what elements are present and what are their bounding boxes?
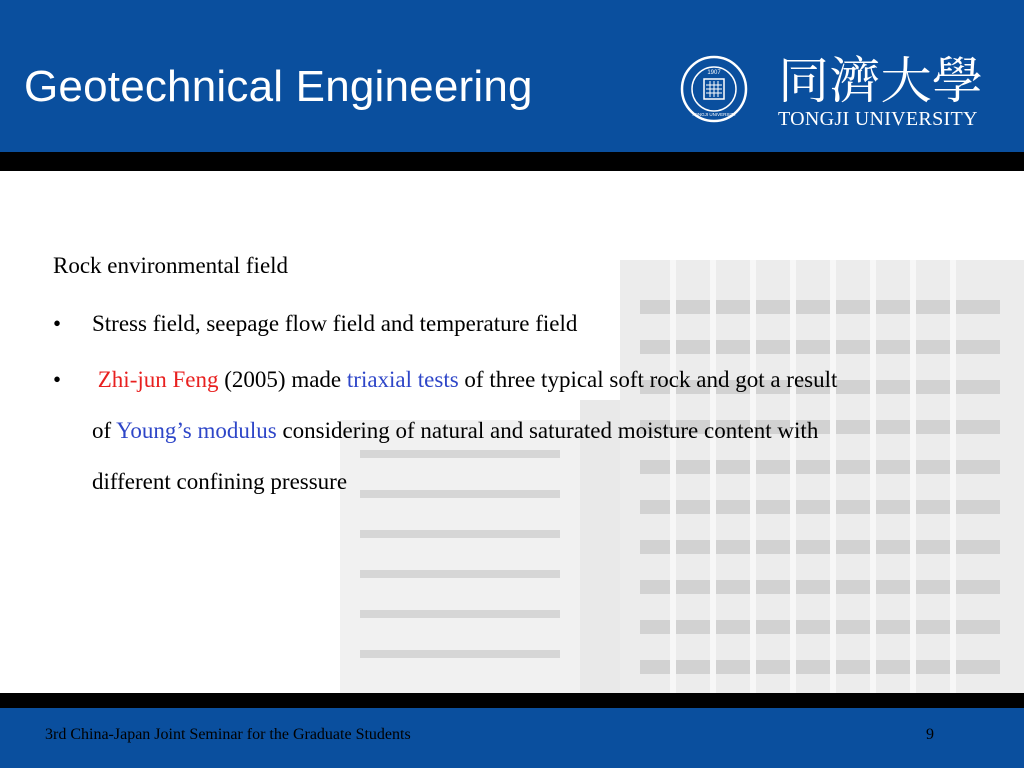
slide-title: Geotechnical Engineering [24, 62, 533, 111]
term-triaxial-tests: triaxial tests [346, 367, 459, 392]
bullet-text: considering of natural and saturated moisture content with [276, 418, 819, 443]
seal-year: 1907 [707, 70, 721, 76]
bullet-text: Stress field, seepage flow field and temperature field [92, 311, 578, 336]
bullet-icon: • [53, 311, 62, 336]
bullet-text: (2005) made [218, 367, 347, 392]
university-name-cn-text: 同濟大學 [778, 52, 983, 110]
university-seal-icon [680, 55, 748, 123]
page-number: 9 [926, 726, 934, 743]
bullet-icon: • [53, 367, 62, 392]
author-name: Zhi-jun Feng [97, 367, 219, 392]
bullet-text: of three typical soft rock and got a result [458, 367, 838, 392]
slide-body [53, 248, 1018, 500]
bullet-item [53, 362, 1018, 500]
footer-caption: 3rd China-Japan Joint Seminar for the Graduate Students [45, 726, 411, 743]
bullet-text: different confining pressure [92, 469, 348, 494]
university-name-cn [778, 52, 988, 110]
bullet-item [53, 306, 1018, 342]
header-divider [0, 152, 1024, 171]
section-heading: Rock environmental field [53, 253, 289, 278]
bullet-text: of [92, 418, 117, 443]
university-name-en: TONGJI UNIVERSITY [778, 108, 978, 130]
term-youngs-modulus: Young’s modulus [116, 418, 277, 443]
seal-text: TONGJI UNIVERSITY [691, 112, 737, 117]
footer-divider [0, 693, 1024, 708]
